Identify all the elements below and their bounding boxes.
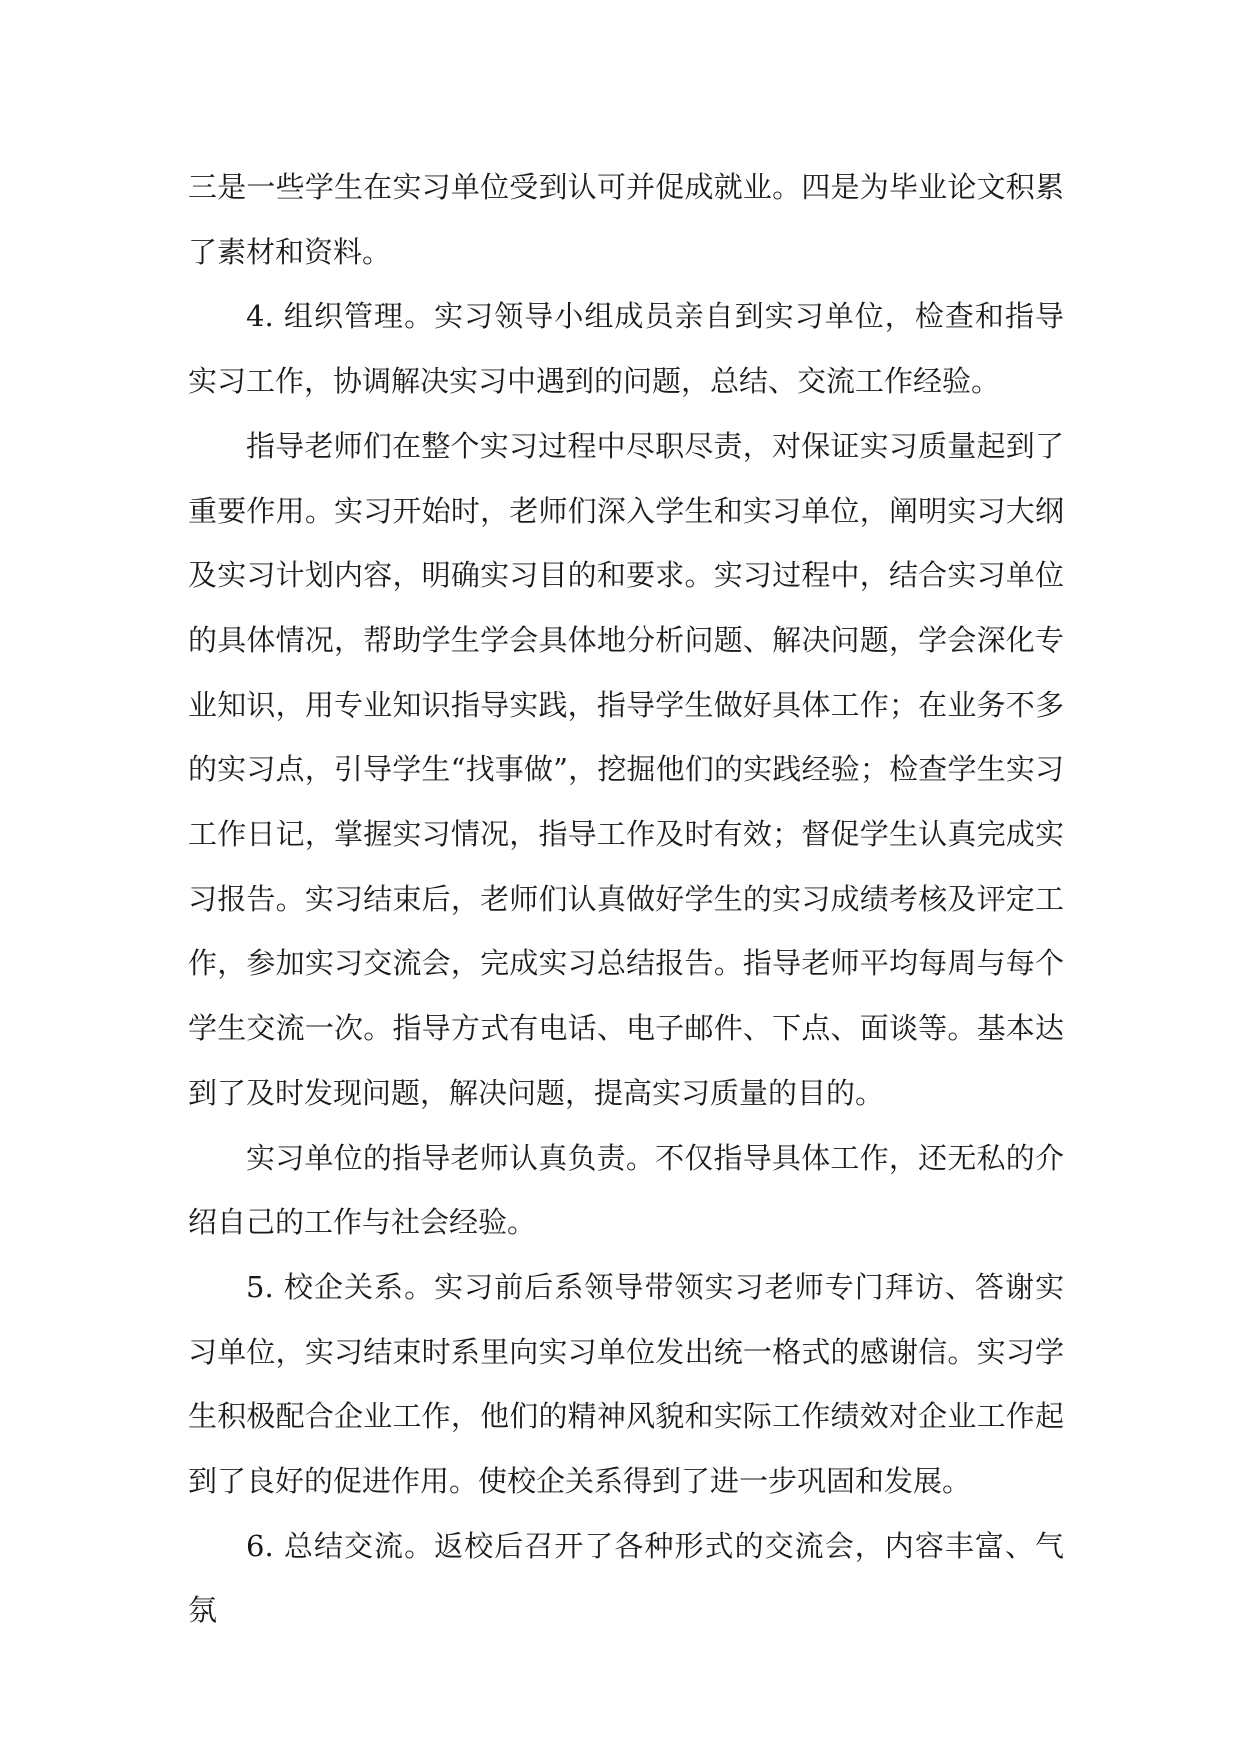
paragraph-1: 三是一些学生在实习单位受到认可并促成就业。四是为毕业论文积累了素材和资料。 [188, 170, 1064, 269]
paragraph-6: 6. 总结交流。返校后召开了各种形式的交流会，内容丰富、气氛 [188, 1528, 1064, 1628]
paragraph-4: 实习单位的指导老师认真负责。不仅指导具体工作，还无私的介绍自己的工作与社会经验。 [188, 1140, 1064, 1240]
paragraph-3: 指导老师们在整个实习过程中尽职尽责，对保证实习质量起到了重要作用。实习开始时，老师们深入学生和实习单位，阐明实习大纲及实习计划内容，明确实习目的和要求。实习过程中，结合实习单位的具体情况，帮助学生学会具体地分析问题、解决问题，学会深化专业知识，用专业知识指导实践，指导学生做好具体工作；在业务不多的实习点，引导学生“找事做”，挖掘他们的实践经验；检查学生实习工作日记，掌握实习情况，指导工作及时有效；督促学生认真完成实习报告。实习结束后，老师们认真做好学生的实习成绩考核及评定工作，参加实习交流会，完成实习总结报告。指导老师平均每周与每个学生交流一次。指导方式有电话、电子邮件、下点、面谈等。基本达到了及时发现问题，解决问题，提高实习质量的目的。 [188, 428, 1064, 1110]
paragraph-5: 5. 校企关系。实习前后系领导带领实习老师专门拜访、答谢实习单位，实习结束时系里向实习单位发出统一格式的感谢信。实习学生积极配合企业工作，他们的精神风貌和实际工作绩效对企业工作起到了良好的促进作用。使校企关系得到了进一步巩固和发展。 [188, 1269, 1064, 1499]
paragraph-2: 4. 组织管理。实习领导小组成员亲自到实习单位，检查和指导实习工作，协调解决实习中遇到的问题，总结、交流工作经验。 [188, 299, 1064, 399]
document-body [188, 155, 1064, 1643]
